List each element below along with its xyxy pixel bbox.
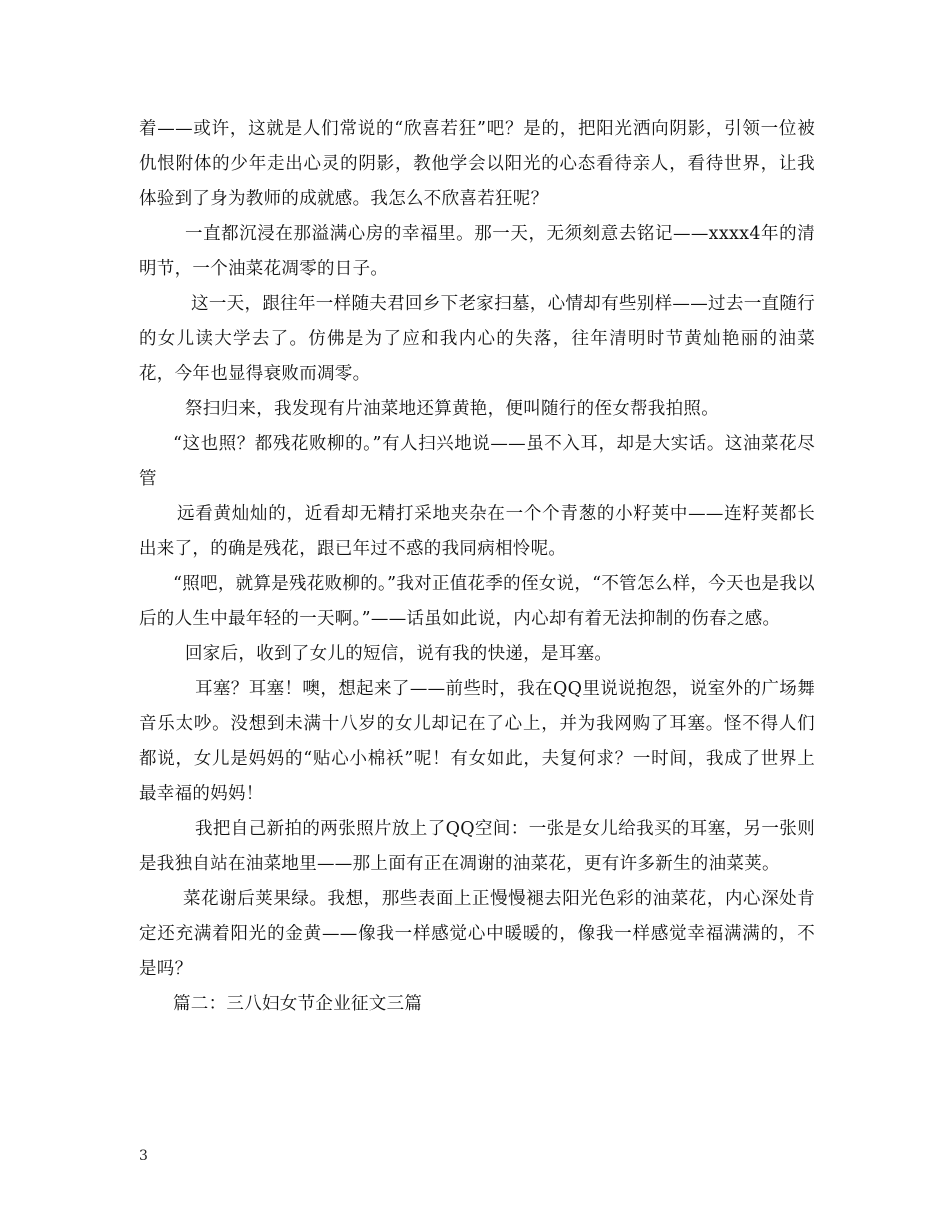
- page-number: 3: [139, 1148, 148, 1164]
- paragraph: “这也照？都残花败柳的。”有人扫兴地说——虽不入耳，却是大实话。这油菜花尽管: [139, 434, 815, 489]
- paragraph: 着——或许，这就是人们常说的“欣喜若狂”吧？是的，把阳光洒向阴影，引领一位被仇恨附体的少年走出心灵的阴影，教他学会以阳光的心态看待亲人，看待世界，让我体验到了身为教师的成就感。我怎么不欣喜若狂呢？: [139, 119, 815, 209]
- paragraph: “照吧，就算是残花败柳的。”我对正值花季的侄女说，“不管怎么样，今天也是我以后的人生中最年轻的一天啊。”——话虽如此说，内心却有着无法抑制的伤春之感。: [139, 574, 815, 629]
- paragraph: 耳塞？耳塞！噢，想起来了——前些时，我在QQ里说说抱怨，说室外的广场舞音乐太吵。没想到未满十八岁的女儿却记在了心上，并为我网购了耳塞。怪不得人们都说，女儿是妈妈的“贴心小棉袄”呢！有女如此，夫复何求？一时间，我成了世界上最幸福的妈妈！: [139, 679, 815, 804]
- paragraph: 我把自己新拍的两张照片放上了QQ空间：一张是女儿给我买的耳塞，另一张则是我独自站在油菜地里——那上面有正在凋谢的油菜花，更有许多新生的油菜荚。: [139, 819, 815, 874]
- document-body: [139, 112, 815, 1022]
- paragraph: 回家后，收到了女儿的短信，说有我的快递，是耳塞。: [185, 644, 613, 664]
- paragraph: 这一天，跟往年一样随夫君回乡下老家扫墓，心情却有些别样——过去一直随行的女儿读大学去了。仿佛是为了应和我内心的失落，往年清明时节黄灿艳丽的油菜花，今年也显得衰败而凋零。: [139, 294, 815, 384]
- paragraph: 篇二：三八妇女节企业征文三篇: [173, 994, 423, 1014]
- paragraph: 一直都沉浸在那溢满心房的幸福里。那一天，无须刻意去铭记——xxxx4年的清明节，一个油菜花凋零的日子。: [139, 224, 815, 279]
- paragraph: 菜花谢后荚果绿。我想，那些表面上正慢慢褪去阳光色彩的油菜花，内心深处肯定还充满着阳光的金黄——像我一样感觉心中暖暖的，像我一样感觉幸福满满的，不是吗？: [139, 889, 815, 979]
- paragraph: 远看黄灿灿的，近看却无精打采地夹杂在一个个青葱的小籽荚中——连籽荚都长出来了，的确是残花，跟已年过不惑的我同病相怜呢。: [139, 504, 815, 559]
- paragraph: 祭扫归来，我发现有片油菜地还算黄艳，便叫随行的侄女帮我拍照。: [185, 399, 719, 419]
